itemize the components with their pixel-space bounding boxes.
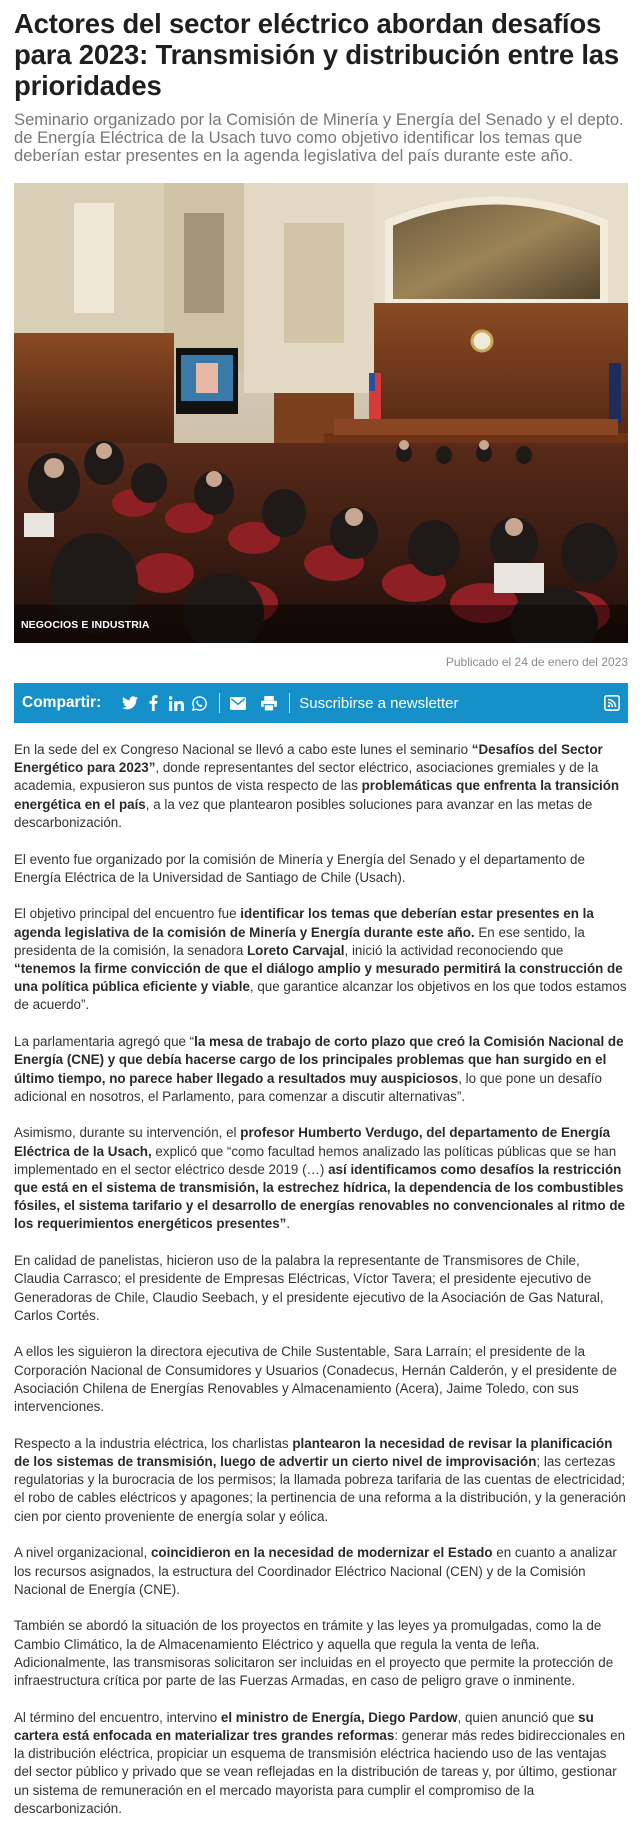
published-date: Publicado el 24 de enero del 2023 [445,655,628,669]
paragraph-text: En la sede del ex Congreso Nacional se llevó a cabo este lunes el seminario [14,742,472,757]
emphasis-text: la mesa de trabajo de corto plazo que creó la Comisión Nacional de Energía (CNE) y que debía hacerse cargo de los principales problemas que han surgido en el último tiempo, no parece haber llegado a resultados muy auspiciosos [14,1034,624,1086]
article-paragraph [14,1033,628,1106]
paragraph-text: A nivel organizacional, [14,1545,151,1561]
paragraph-text: , quien anunció que [457,1709,579,1725]
emphasis-text: identificar los temas que deberían estar presentes en la agenda legislativa de la comisión de Minería y Energía durante este año. [14,906,594,940]
newsletter-link[interactable]: Suscribirse a newsletter [299,694,459,712]
emphasis-text: plantearon la necesidad de revisar la planificación de los sistemas de transmisión, luego de advertir un cierto nivel de improvisación [14,1435,613,1469]
article-paragraph [14,1544,628,1599]
article-paragraph [14,851,628,887]
paragraph-text: Respecto a la industria eléctrica, los charlistas [14,1435,293,1451]
paragraph-text: , que garantice alcanzar los objetivos en los que todos estamos de acuerdo”. [14,979,627,1013]
senate-hall-photo [14,183,628,643]
rss-icon[interactable] [604,695,620,711]
article-paragraph [14,1617,628,1690]
linkedin-icon[interactable] [167,694,185,712]
paragraph-text: . [286,1216,291,1232]
emphasis-text: profesor Humberto Verdugo, del departamento de Energía Eléctrica de la Usach, [14,1125,611,1159]
share-label: Compartir: [22,694,102,711]
paragraph-text: También se abordó la situación de los proyectos en trámite y las leyes ya promulgadas, como la de Cambio Climático, la de Almacenamiento Eléctrico y aquella que regula la venta de leña. Adicionalmente, las transmisoras solicitaron ser incluidas en el proyecto que permite la protección de infraestructura crítica por parte de las Fuerzas Armadas, en caso de peligro grave o inminente. [14,1618,614,1689]
paragraph-text: Al término del encuentro, intervino [14,1709,221,1725]
article-paragraph [14,1343,628,1416]
article-paragraph [14,1252,628,1325]
divider [289,693,290,713]
article-paragraph [14,905,628,1014]
article-paragraph [14,741,628,832]
paragraph-text: en cuanto a analizar los recursos asignados, la estructura del Coordinador Eléctrico Nacional (CEN) y de la Comisión Nacional de Energía (CNE). [14,1545,617,1597]
paragraph-text: En ese sentido, la presidenta de la comisión, la senadora [14,924,585,958]
hero-image [14,183,628,643]
paragraph-text: ; las certezas regulatorias y la burocracia de los permisos; la llamada pobreza tarifaria de las cuentas de electricidad; el robo de cables eléctricos y apagones; la pertinencia de una reforma a la distribución, y la generación cien por ciento proveniente de energía solar y eólica. [14,1454,626,1524]
twitter-icon[interactable] [121,694,139,712]
paragraph-text: , a la vez que plantearon posibles soluciones para avanzar en las metas de descarbonización. [14,796,593,830]
whatsapp-icon[interactable] [190,694,208,712]
hero-category-overlay [14,605,628,643]
divider [219,693,220,713]
paragraph-text: , donde representantes del sector eléctrico, asociaciones gremiales y de la academia, expusieron sus puntos de vista respecto de las [14,760,599,794]
paragraph-text: El objetivo principal del encuentro fue [14,906,241,922]
emphasis-text: así identificamos como desafíos la restricción que está en el sistema de transmisión, la estrechez hídrica, la dependencia de los combustibles fósiles, el sistema tarifario y el desarrollo de energías renovables no convencionales al ritmo de los requerimientos energéticos presentes” [14,1161,625,1232]
article-paragraph [14,1435,628,1526]
emphasis-text: el ministro de Energía, Diego Pardow [220,1709,458,1725]
article-subtitle: Seminario organizado por la Comisión de Minería y Energía del Senado y el depto. de Energía Eléctrica de la Usach tuvo como objetivo identificar los temas que deberían estar presentes en la agenda legislativa del país durante este año. [14,110,624,165]
share-icons [121,694,213,712]
paragraph-text: explicó que “como facultad hemos analizado las políticas públicas que se han implementado en el sector eléctrico desde 2019 (…) [14,1143,617,1177]
paragraph-text: Asimismo, durante su intervención, el [14,1125,241,1141]
paragraph-text: El evento fue organizado por la comisión de Minería y Energía del Senado y el departamento de Energía Eléctrica de la Universidad de Santiago de Chile (Usach). [14,851,585,885]
facebook-icon[interactable] [144,694,162,712]
paragraph-text: La parlamentaria agregó que “ [14,1034,195,1050]
paragraph-text: , inició la actividad reconociendo que [344,942,564,958]
paragraph-text: En calidad de panelistas, hicieron uso de la palabra la representante de Transmisores de Chile, Claudia Carrasco; el presidente de Empresas Eléctricas, Víctor Tavera; el presidente ejecutivo de Generadoras de Chile, Claudio Seebach, y el presidente ejecutivo de la Asociación de Gas Natural, Carlos Cortés. [14,1253,604,1323]
article-paragraph [14,1709,628,1818]
paragraph-text: : generar más redes bidireccionales en la distribución eléctrica, propiciar un esquema de transmisión eléctrica haciendo uso de las ventajas del sector público y privado que se vean reflejadas en la distribución de tareas y, por último, gestionar un sistema de remuneración en el mercado mayorista para cumplir el compromiso de la descarbonización. [14,1727,626,1816]
paragraph-text: A ellos les siguieron la directora ejecutiva de Chile Sustentable, Sara Larraín; el presidente de la Corporación Nacional de Consumidores y Usuarios (Conadecus, Hernán Calderón, y el presidente de Asociación Chilena de Energías Renovables y Almacenamiento (Acera), Jaime Toledo, con sus intervenciones. [14,1344,617,1415]
emphasis-text: “Desafíos del Sector Energético para 2023” [14,742,603,776]
email-icon[interactable] [229,694,247,712]
emphasis-text: problemáticas que enfrenta la transición energética en el país [14,778,620,812]
paragraph-text: , lo que pone un desafío adicional en nosotros, el Parlamento, para comenzar a discutir alternativas”. [14,1070,602,1104]
article-title: Actores del sector eléctrico abordan desafíos para 2023: Transmisión y distribución entre las prioridades [14,8,619,101]
share-bar [14,683,628,723]
emphasis-text: su cartera está enfocada en materializar tres grandes reformas [14,1709,594,1743]
print-icon[interactable] [260,694,278,712]
article-paragraph [14,1124,628,1233]
emphasis-text: Loreto Carvajal [247,942,345,958]
hero-category-label[interactable]: NEGOCIOS E INDUSTRIA [21,619,150,631]
article-body [14,741,628,1818]
emphasis-text: coincidieron en la necesidad de modernizar el Estado [150,1545,493,1561]
emphasis-text: “tenemos la firme convicción de que el diálogo amplio y mesurado permitirá la construcción de una política pública eficiente y viable [14,961,623,995]
